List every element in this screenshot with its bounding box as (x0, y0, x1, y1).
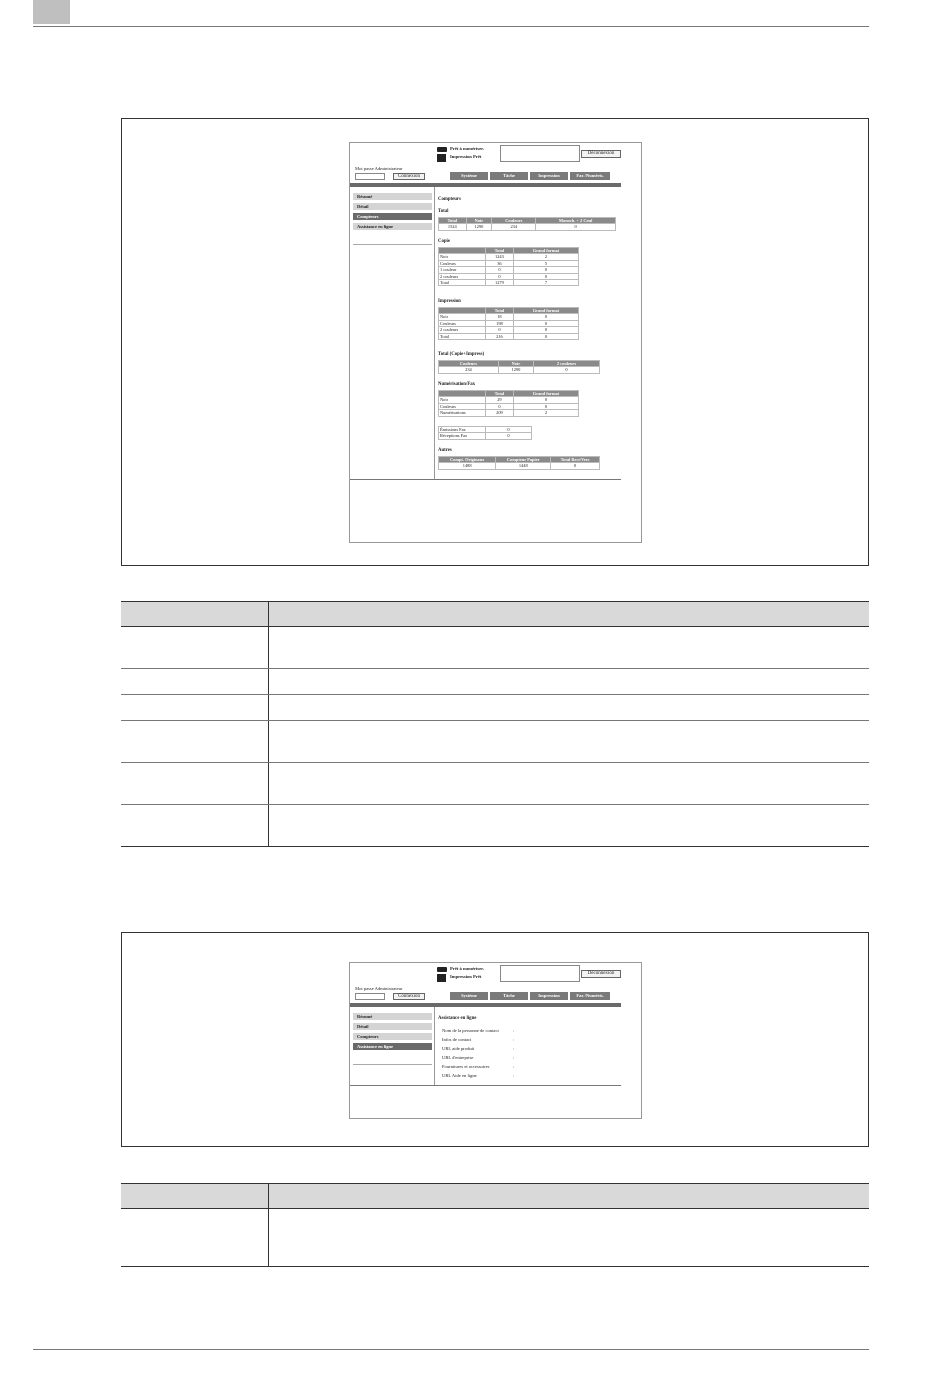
row-label: Couleurs (439, 320, 486, 326)
cell: 36 (486, 260, 514, 266)
status-message-box (500, 145, 580, 162)
tab-systeme[interactable]: Système (450, 992, 488, 1000)
fax-table (438, 426, 532, 440)
sidebar-item-resume[interactable]: Résumé (353, 193, 432, 200)
column-divider (268, 1183, 269, 1267)
table-header-row (121, 601, 869, 627)
col-header: Compt. Originaux (439, 457, 496, 463)
row-divider (121, 762, 869, 763)
row-divider (121, 1266, 869, 1267)
tab-impression[interactable]: Impression (530, 172, 568, 180)
col-header: Total (486, 391, 514, 397)
sidebar-item-assistance[interactable]: Assistance en ligne (353, 1043, 432, 1050)
tab-tache[interactable]: Tâche (490, 992, 528, 1000)
cell: 0 (486, 327, 514, 333)
description-table-2 (121, 1183, 869, 1267)
col-header: Noir (466, 218, 492, 224)
status-print: Impression Prêt (450, 974, 482, 979)
cell: 7 (513, 280, 578, 286)
cell: 1279 (486, 280, 514, 286)
cell: 0 (513, 397, 578, 403)
header-bar (350, 183, 621, 187)
row-label: Noir (439, 397, 486, 403)
sidebar-item-compteurs[interactable]: Compteurs (353, 213, 432, 220)
browser-page-counters (349, 142, 642, 543)
copie-table (438, 247, 579, 286)
sidebar-bottom-rule (353, 244, 432, 245)
tab-bar (450, 992, 602, 1000)
col-header: Total (439, 218, 467, 224)
sidebar-divider (434, 187, 435, 479)
row-divider (121, 668, 869, 669)
sidebar-item-resume[interactable]: Résumé (353, 1013, 432, 1020)
separator: : (513, 1064, 515, 1069)
row-label: Réceptions Fax (439, 433, 486, 439)
cell: 2 (513, 254, 578, 260)
tab-bar (450, 172, 602, 180)
screenshot-frame-assistance (121, 932, 869, 1147)
separator: : (513, 1028, 515, 1033)
contact-info-label: Infos de contact (442, 1037, 472, 1042)
tab-systeme[interactable]: Système (450, 172, 488, 180)
row-label: Émissions Fax (439, 427, 486, 433)
printer-icon (437, 967, 447, 972)
sidebar-bottom-rule (353, 1064, 432, 1065)
row-label: Noir (439, 314, 486, 320)
autres-table (438, 456, 600, 470)
description-table-1 (121, 601, 869, 847)
col-header: Monoch. + 2 Coul (536, 218, 616, 224)
row-divider (121, 720, 869, 721)
col-header: Total Rect/Vers (551, 457, 600, 463)
col-header: Grand format (513, 248, 578, 254)
col-header: Couleurs (492, 218, 536, 224)
section-impression: Impression (438, 299, 461, 304)
admin-password-label: Mot passe Administrateur (355, 166, 403, 171)
browser-page-assistance (349, 962, 642, 1119)
separator: : (513, 1046, 515, 1051)
row-label: Total (439, 280, 486, 286)
sidebar-divider (434, 1007, 435, 1085)
logout-button[interactable]: Déconnexion (581, 970, 621, 978)
header-bar (350, 1003, 621, 1007)
cell: 0 (486, 403, 514, 409)
admin-password-label: Mot passe Administrateur (355, 986, 403, 991)
cell: 1448 (496, 463, 551, 469)
contact-name-label: Nom de la personne de contact (442, 1028, 499, 1033)
login-button[interactable]: Connexion (393, 993, 425, 1000)
sidebar-item-assistance[interactable]: Assistance en ligne (353, 223, 432, 230)
login-button[interactable]: Connexion (393, 173, 425, 180)
row-label: Total (439, 333, 486, 339)
cell: 18 (486, 314, 514, 320)
cell: 1243 (486, 254, 514, 260)
col-header: Compteur Papier (496, 457, 551, 463)
cell: 0 (486, 267, 514, 273)
printer-icon (437, 154, 446, 162)
col-header: Noir (498, 361, 533, 367)
cell: 0 (551, 463, 600, 469)
total-copie-impress-table (438, 360, 600, 374)
row-label: Numérisations (439, 410, 486, 416)
col-header: Grand format (513, 308, 578, 314)
row-label: 1 couleur (439, 267, 486, 273)
supplies-label: Fournitures et accessoires (442, 1064, 490, 1069)
status-scan: Prêt à numériser. (450, 966, 484, 971)
col-header: Grand format (513, 391, 578, 397)
col-header: Total (486, 248, 514, 254)
row-divider (121, 694, 869, 695)
status-scan: Prêt à numériser. (450, 146, 484, 151)
cell: 198 (486, 320, 514, 326)
total-table (438, 217, 616, 231)
product-help-url-label: URL aide produit (442, 1046, 475, 1051)
cell: 0 (536, 224, 616, 230)
table-header-row (121, 1183, 869, 1209)
row-label: 2 couleurs (439, 327, 486, 333)
footer-rule (350, 479, 621, 480)
section-total: Total (438, 209, 449, 214)
printer-icon (437, 974, 446, 982)
status-print: Impression Prêt (450, 154, 482, 159)
page-title: Compteurs (438, 197, 461, 202)
row-label: Noir (439, 254, 486, 260)
admin-password-input[interactable] (355, 173, 385, 180)
header-rule (33, 26, 869, 27)
cell: 0 (513, 267, 578, 273)
cell: 0 (513, 403, 578, 409)
col-header: Couleurs (439, 361, 499, 367)
row-divider (121, 846, 869, 847)
tab-tache[interactable]: Tâche (490, 172, 528, 180)
row-label: Couleurs (439, 403, 486, 409)
cell: 234 (439, 367, 499, 373)
row-label: 2 couleurs (439, 273, 486, 279)
tab-fax-numeris[interactable]: Fax /Numéris. (570, 992, 610, 1000)
separator: : (513, 1073, 515, 1078)
section-numerisation-fax: Numérisation/Fax (438, 382, 476, 387)
logout-button[interactable]: Déconnexion (581, 150, 621, 158)
numerisation-table (438, 390, 579, 417)
online-help-url-label: URL Aide en ligne (442, 1073, 477, 1078)
section-autres: Autres (438, 448, 452, 453)
cell: 0 (513, 273, 578, 279)
sidebar-item-detail[interactable]: Détail (353, 1023, 432, 1030)
status-message-box (500, 965, 580, 982)
footer-rule (350, 1085, 621, 1086)
column-divider (268, 601, 269, 847)
tab-fax-numeris[interactable]: Fax /Numéris. (570, 172, 610, 180)
cell: 0 (486, 273, 514, 279)
col-header: 2 couleurs (533, 361, 599, 367)
separator: : (513, 1037, 515, 1042)
footer-rule (33, 1349, 869, 1350)
cell: 29 (486, 397, 514, 403)
section-copie: Copie (438, 239, 450, 244)
cell: 2 (513, 410, 578, 416)
row-divider (121, 804, 869, 805)
section-total-copie-impress: Total (Copie+Impress) (438, 352, 485, 357)
tab-impression[interactable]: Impression (530, 992, 568, 1000)
cell: 1290 (466, 224, 492, 230)
cell: 1488 (439, 463, 496, 469)
printer-icon (437, 147, 447, 152)
cell: 0 (513, 320, 578, 326)
impression-table (438, 307, 579, 340)
cell: 1524 (439, 224, 467, 230)
cell: 0 (513, 327, 578, 333)
cell: 209 (486, 410, 514, 416)
row-label: Couleurs (439, 260, 486, 266)
corner-tab (33, 0, 70, 24)
sidebar-item-compteurs[interactable]: Compteurs (353, 1033, 432, 1040)
col-header: Total (486, 308, 514, 314)
cell: 0 (513, 314, 578, 320)
cell: 0 (486, 427, 532, 433)
cell: 0 (533, 367, 599, 373)
cell: 0 (486, 433, 532, 439)
cell: 1290 (498, 367, 533, 373)
separator: : (513, 1055, 515, 1060)
cell: 0 (513, 333, 578, 339)
admin-password-input[interactable] (355, 993, 385, 1000)
cell: 234 (492, 224, 536, 230)
cell: 5 (513, 260, 578, 266)
cell: 216 (486, 333, 514, 339)
screenshot-frame-counters (121, 118, 869, 566)
company-url-label: URL d'entreprise (442, 1055, 474, 1060)
sidebar-item-detail[interactable]: Détail (353, 203, 432, 210)
page-title: Assistance en ligne (438, 1016, 477, 1021)
